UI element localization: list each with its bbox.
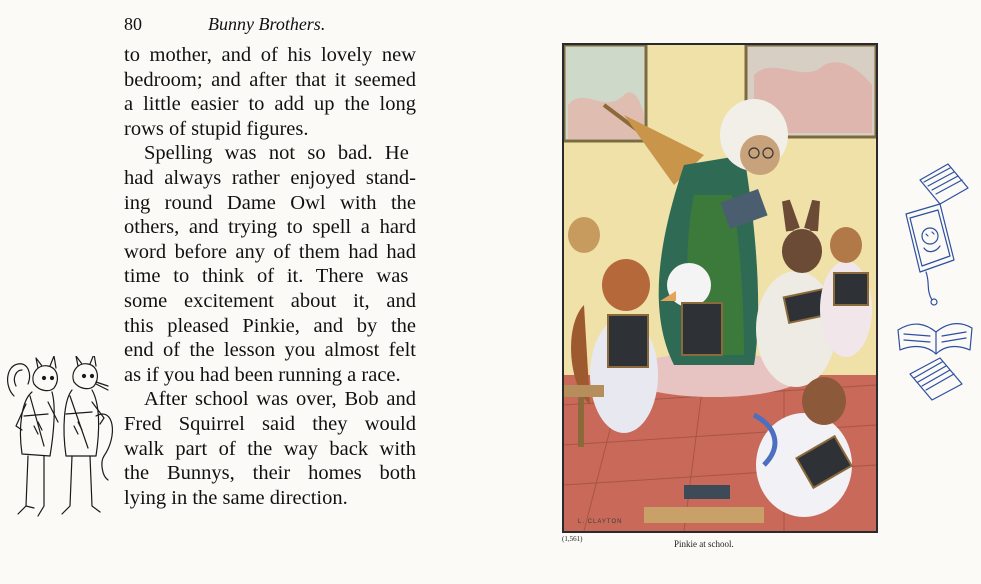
text-line: some excitement about it, and [124, 289, 416, 312]
text-line: others, and trying to spell a hard [124, 216, 416, 239]
text-line: time to think of it. There was [124, 265, 409, 288]
text-line: After school was over, Bob and [144, 388, 416, 411]
text-line: ing round Dame Owl with the [124, 191, 416, 214]
text-line: the Bunnys, their homes both [124, 462, 416, 485]
text-line: this pleased Pinkie, and by the [124, 314, 416, 337]
margin-sketches [896, 160, 976, 405]
text-line: word before any of them had had [124, 240, 416, 263]
squirrels-illustration [4, 356, 120, 520]
artist-signature: L. CLAYTON [578, 519, 623, 525]
paragraph-3 [124, 387, 416, 510]
text-line: rows of stupid figures. [124, 117, 309, 140]
text-line: had always rather enjoyed stand- [124, 166, 416, 189]
right-page [470, 0, 981, 584]
left-page [0, 0, 470, 584]
text-line: bedroom; and after that it seemed [124, 68, 416, 91]
text-line: Spelling was not so bad. He [144, 142, 409, 165]
running-title: Bunny Brothers. [208, 14, 326, 34]
text-line: as if you had been running a race. [124, 363, 401, 386]
text-line: a little easier to add up the long [124, 93, 416, 116]
text-line: Fred Squirrel said they would [124, 412, 416, 435]
page-number: 80 [124, 14, 142, 34]
plate-code: (1,561) [562, 535, 583, 543]
paragraph-1 [124, 43, 416, 141]
body-text [124, 43, 416, 510]
plate-caption: Pinkie at school. [674, 539, 734, 549]
text-line: to mother, and of his lovely new [124, 44, 416, 66]
classroom-illustration [564, 45, 876, 531]
text-line: end of the lesson you almost felt [124, 339, 416, 362]
color-plate-pinkie-at-school [562, 43, 878, 533]
paragraph-2 [124, 141, 416, 387]
text-line: lying in the same direction. [124, 486, 348, 509]
text-line: walk part of the way back with [124, 437, 416, 460]
